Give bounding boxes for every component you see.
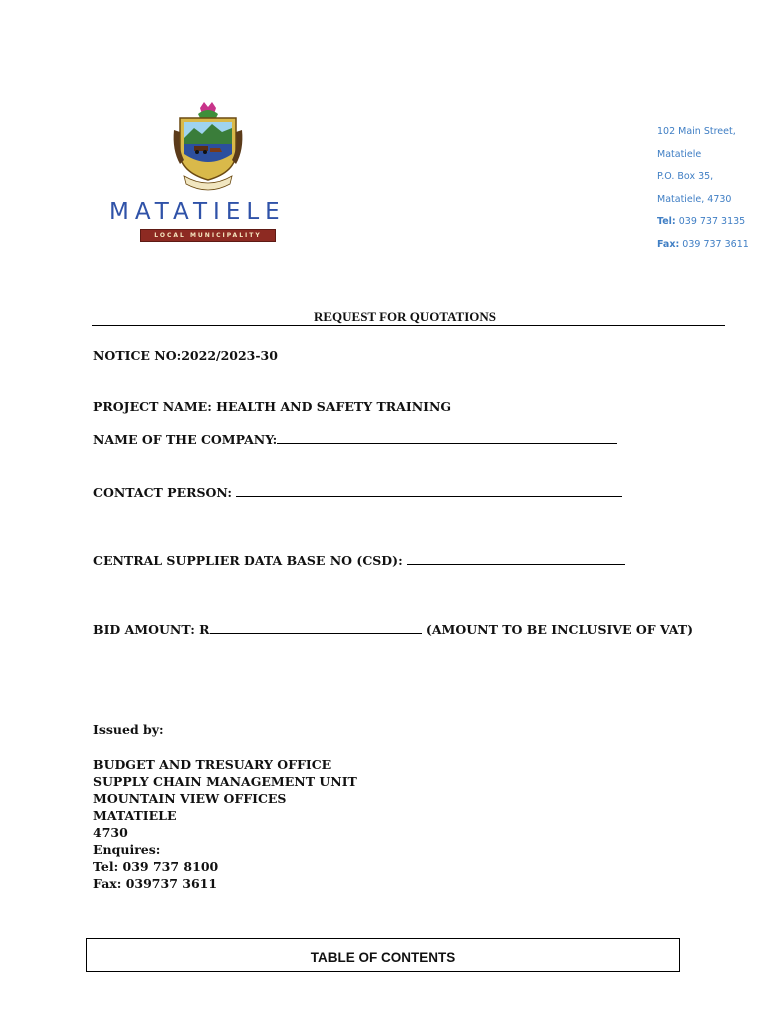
csd-label: CENTRAL SUPPLIER DATA BASE NO (CSD):: [93, 553, 408, 568]
address-line: P.O. Box 35,: [657, 171, 714, 182]
municipality-name: MATATIELE: [109, 199, 286, 225]
company-name-row: [93, 431, 617, 447]
address-block: [657, 121, 749, 256]
bid-amount-note: (AMOUNT TO BE INCLUSIVE OF VAT): [421, 622, 693, 637]
document-title: REQUEST FOR QUOTATIONS: [313, 309, 497, 324]
issuer-line: Enquires:: [93, 842, 161, 857]
issuer-line: SUPPLY CHAIN MANAGEMENT UNIT: [93, 774, 357, 789]
issued-by-label: Issued by:: [93, 722, 164, 737]
notice-number: NOTICE NO:2022/2023-30: [93, 348, 278, 363]
municipality-subtitle: LOCAL MUNICIPALITY: [140, 229, 276, 242]
issuer-details: [93, 756, 357, 892]
issuer-line: 4730: [93, 825, 128, 840]
bid-amount-row: [93, 621, 693, 637]
address-line: Matatiele, 4730: [657, 193, 732, 205]
fax-value: 039 737 3611: [679, 238, 749, 250]
address-tel: [657, 211, 749, 234]
bid-amount-label: BID AMOUNT: R: [93, 622, 210, 637]
contact-person-row: [93, 484, 622, 500]
issuer-line: MOUNTAIN VIEW OFFICES: [93, 791, 287, 806]
bid-amount-input[interactable]: [210, 621, 422, 634]
issuer-line: Fax: 039737 3611: [93, 876, 218, 891]
municipal-crest-icon: [170, 100, 246, 192]
contact-person-label: CONTACT PERSON:: [93, 485, 237, 500]
address-line: Matatiele: [657, 148, 702, 160]
title-rule: [92, 325, 725, 326]
company-name-input[interactable]: [277, 431, 617, 444]
csd-input[interactable]: [407, 552, 625, 565]
address-line: 102 Main Street,: [657, 126, 736, 137]
contact-person-input[interactable]: [236, 484, 622, 497]
fax-label: Fax:: [657, 238, 680, 250]
project-name: PROJECT NAME: HEALTH AND SAFETY TRAINING: [93, 399, 452, 414]
issuer-line: BUDGET AND TRESUARY OFFICE: [93, 757, 332, 772]
tel-value: 039 737 3135: [675, 216, 746, 227]
company-name-label: NAME OF THE COMPANY:: [93, 432, 278, 447]
issuer-line: Tel: 039 737 8100: [93, 859, 219, 874]
issuer-line: MATATIELE: [93, 808, 177, 823]
tel-label: Tel:: [657, 216, 676, 227]
csd-row: [93, 552, 625, 568]
toc-title: TABLE OF CONTENTS: [310, 950, 456, 965]
address-fax: [657, 234, 749, 257]
